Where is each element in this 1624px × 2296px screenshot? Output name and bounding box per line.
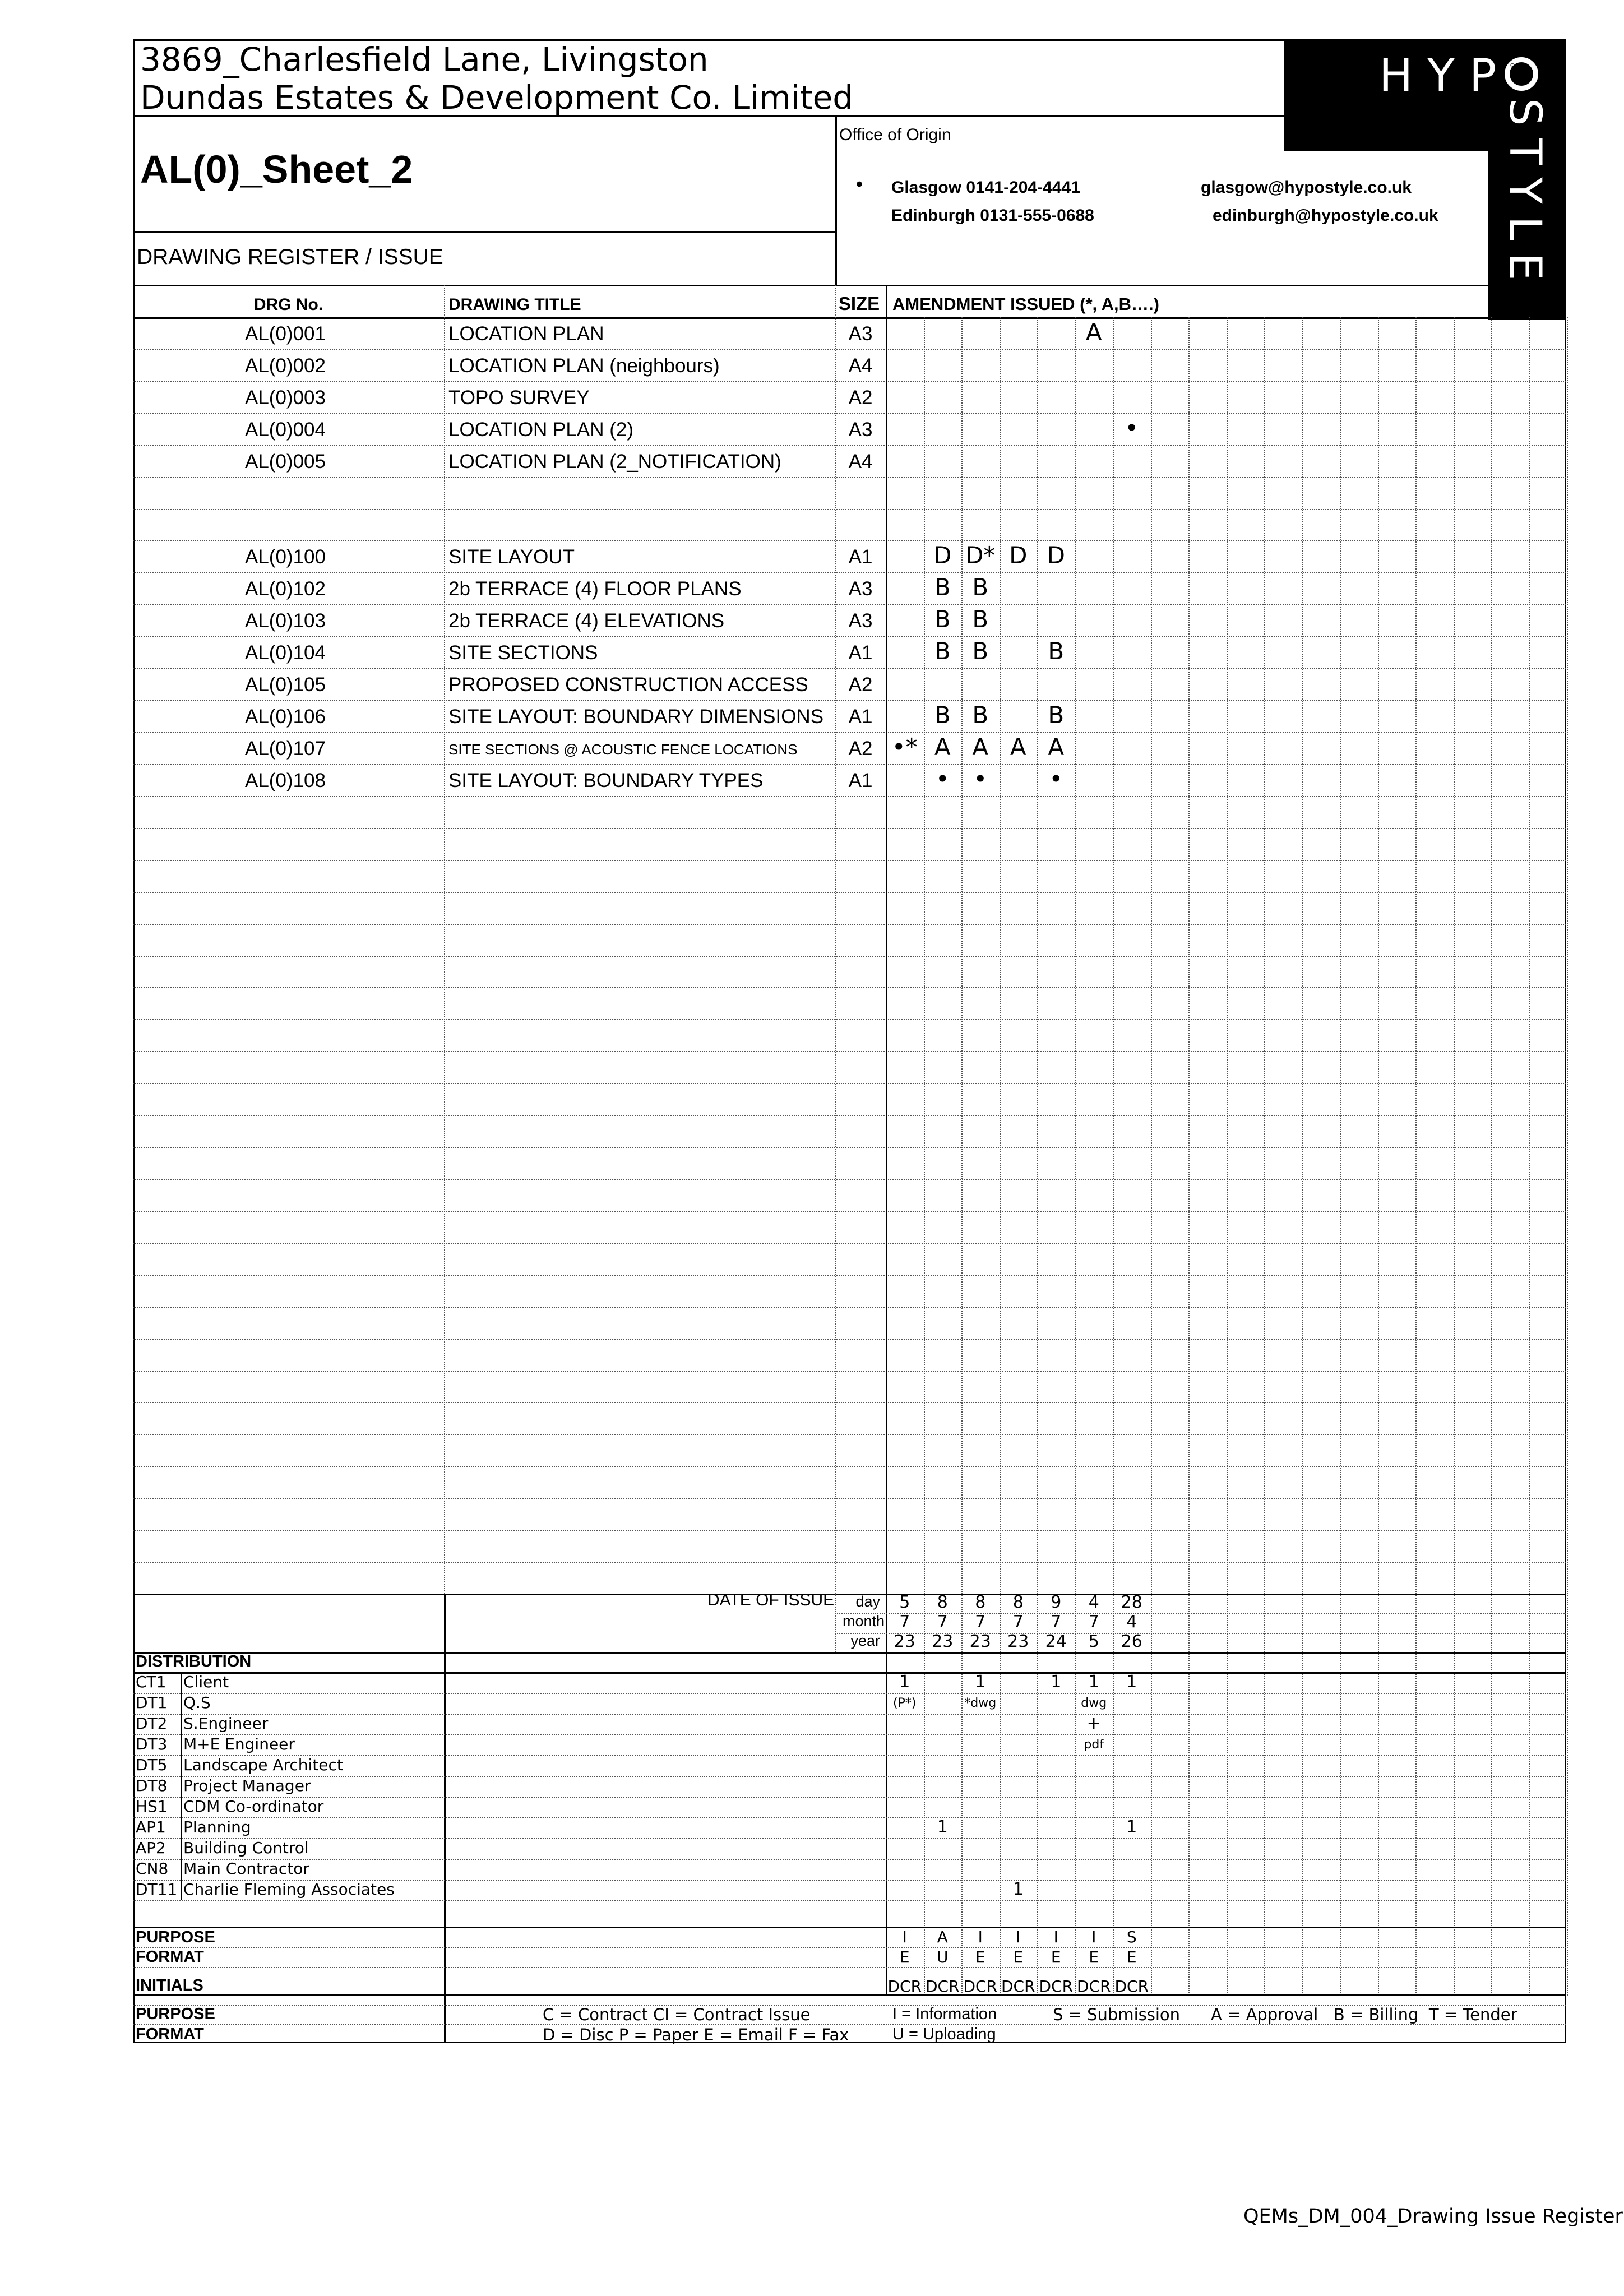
amendment-mark: A [1010,733,1026,761]
column-rule-dotted [1264,317,1265,1996]
rule-dotted [133,604,1566,605]
legend-submission: S = Submission [1053,2005,1181,2024]
distribution-code: DT2 [136,1714,168,1733]
issue-purpose: I [978,1928,983,1946]
edinburgh-email[interactable]: edinburgh@hypostyle.co.uk [1213,206,1438,225]
rule-dotted [133,892,1566,893]
project-address: 3869_Charlesfield Lane, Livingston [140,40,709,78]
issue-format: U [937,1948,949,1966]
issue-initials: DCR [1076,1977,1111,1996]
issue-date-day: 5 [899,1593,910,1612]
distribution-mark: 1 [1088,1672,1099,1692]
logo-text-side [1500,98,1550,300]
rule-dotted [133,987,1566,988]
rule-dotted [133,828,1566,829]
distribution-code: CT1 [136,1673,166,1691]
issue-format: E [1089,1948,1099,1966]
rule-dotted [133,1339,1566,1340]
distribution-recipient: Client [183,1673,229,1691]
issue-initials: DCR [925,1977,960,1996]
legend-format-label: FORMAT [136,2025,204,2043]
purpose-label: PURPOSE [136,1928,215,1946]
drawing-title: 2b TERRACE (4) ELEVATIONS [448,610,725,632]
rule-dotted [133,1734,1566,1735]
amendment-mark: D [1009,541,1028,570]
issue-date-day: 8 [937,1593,948,1612]
issue-format: E [899,1948,910,1966]
distribution-code: DT1 [136,1693,168,1712]
amendment-mark: A [1085,318,1102,346]
drawing-number: AL(0)106 [245,706,326,728]
issue-initials: DCR [1039,1977,1074,1996]
drawing-number: AL(0)002 [245,354,326,377]
amendment-mark: D [933,541,952,570]
drawing-size: A1 [848,706,873,728]
issue-date-day: 9 [1051,1593,1062,1612]
drawing-size: A4 [848,450,873,473]
sheet-title: AL(0)_Sheet_2 [140,147,413,191]
column-rule-dotted [835,285,836,1594]
distribution-mark: 1 [1126,1672,1137,1692]
issue-date-month: 7 [1012,1612,1024,1632]
issue-initials: DCR [887,1977,922,1996]
date-of-issue-label: DATE OF ISSUE [707,1591,835,1609]
legend-purpose-label: PURPOSE [136,2005,215,2023]
issue-date-day: 28 [1121,1593,1142,1612]
drawing-number: AL(0)108 [245,769,326,791]
legend-approval-billing: A = Approval B = Billing T = Tender [1211,2005,1517,2024]
distribution-recipient: Landscape Architect [183,1756,343,1774]
rule-dotted [133,764,1566,765]
distribution-mark: dwg [1081,1696,1107,1710]
rule-dotted [133,1776,1566,1777]
rule-dotted [133,700,1566,701]
rule-dotted [133,1714,1566,1715]
distribution-recipient: CDM Co-ordinator [183,1797,324,1816]
initials-label: INITIALS [136,1976,203,1994]
rule-dotted [133,509,1566,510]
amendment-mark: B [972,573,989,601]
drawing-title: PROPOSED CONSTRUCTION ACCESS [448,674,808,696]
legend-uploading: U = Uploading [892,2025,996,2043]
rule-dotted [133,1947,1566,1948]
glasgow-email[interactable]: glasgow@hypostyle.co.uk [1201,178,1412,197]
issue-date-month: 7 [975,1612,986,1632]
column-rule-dotted [1415,317,1417,1996]
drawing-size: A4 [848,354,873,377]
amendment-mark: B [934,605,951,633]
rule-dotted [133,445,1566,446]
amendment-mark: B [1048,701,1065,729]
legend-format-codes: D = Disc P = Paper E = Email F = Fax [543,2025,849,2044]
col-header-title: DRAWING TITLE [448,295,581,314]
rule-dotted [133,1693,1566,1694]
issue-date-month: 7 [1051,1612,1062,1632]
distribution-mark: 1 [899,1672,910,1692]
rule-dotted [133,732,1566,733]
issue-date-year: 23 [1007,1632,1029,1651]
rule-dotted [133,1402,1566,1403]
distribution-mark: 1 [1051,1672,1062,1692]
rule-dotted [133,924,1566,925]
rule-dotted [133,477,1566,478]
amendment-mark: B [972,605,989,633]
issue-date-month: 4 [1126,1612,1137,1632]
drawing-size: A2 [848,386,873,409]
rule-dotted [133,1115,1566,1116]
distribution-code: DT3 [136,1735,168,1753]
rule-dotted [133,1797,1566,1798]
drawing-number: AL(0)105 [245,674,326,696]
amendment-mark: • [1125,414,1139,442]
col-header-drg-no: DRG No. [253,295,323,314]
amendment-mark: B [934,637,951,665]
rule-dotted [133,540,1566,541]
rule-dotted [133,1755,1566,1756]
issue-date-month: 7 [1088,1612,1099,1632]
amendment-mark: B [934,573,951,601]
drawing-size: A3 [848,578,873,600]
drawing-title: 2b TERRACE (4) FLOOR PLANS [448,578,742,600]
amendment-mark: • [1049,765,1063,793]
format-label: FORMAT [136,1948,204,1966]
amendment-mark: B [1048,637,1065,665]
office-bullet: • [856,174,863,195]
distribution-recipient: M+E Engineer [183,1735,295,1753]
drawing-number: AL(0)004 [245,418,326,441]
distribution-recipient: Main Contractor [183,1859,309,1878]
drawing-title: LOCATION PLAN (neighbours) [448,354,720,377]
rule-dotted [133,1083,1566,1084]
drawing-size: A1 [848,546,873,568]
drawing-number: AL(0)104 [245,642,326,664]
drawing-number: AL(0)003 [245,386,326,409]
distribution-label: DISTRIBUTION [136,1652,252,1670]
issue-purpose: S [1126,1928,1137,1946]
rule-dotted [133,1900,1566,1901]
distribution-code: AP2 [136,1839,166,1857]
distribution-recipient: Q.S [183,1693,211,1712]
rule-dotted [133,1434,1566,1435]
edinburgh-phone: Edinburgh 0131-555-0688 [891,206,1094,225]
rule-dotted [133,1498,1566,1499]
drawing-title: SITE LAYOUT: BOUNDARY DIMENSIONS [448,706,824,728]
column-rule-dotted [1340,317,1341,1996]
distribution-recipient: S.Engineer [183,1714,269,1733]
logo-text-top: HYP [1379,49,1511,101]
rule-dotted [133,1967,1566,1968]
drawing-title: LOCATION PLAN (2_NOTIFICATION) [448,450,781,473]
column-rule-solid [444,1594,446,2043]
rule-dotted [133,668,1566,669]
issue-format: E [1126,1948,1137,1966]
rule-solid [133,1652,1566,1654]
drawing-number: AL(0)103 [245,610,326,632]
drawing-title: LOCATION PLAN [448,323,604,345]
drawing-title: SITE LAYOUT: BOUNDARY TYPES [448,769,764,791]
distribution-mark: 1 [975,1672,986,1692]
column-rule-dotted [1378,317,1379,1996]
issue-initials: DCR [1114,1977,1149,1996]
distribution-code: CN8 [136,1859,169,1878]
drawing-size: A2 [848,738,873,760]
issue-format: E [1013,1948,1024,1966]
drawing-number: AL(0)107 [245,738,326,760]
issue-date-year: 5 [1088,1632,1099,1651]
amendment-mark: D* [965,541,996,570]
column-rule-dotted [1491,317,1492,1996]
issue-format: E [1051,1948,1061,1966]
amendment-mark: •* [891,733,918,761]
rule-dotted [133,413,1566,414]
amendment-mark: B [972,637,989,665]
distribution-recipient: Building Control [183,1839,309,1857]
day-label: day [855,1593,880,1610]
col-header-size: SIZE [838,293,880,314]
amendment-mark: D [1047,541,1065,570]
rule-dotted [133,1147,1566,1148]
rule-dotted [133,1817,1566,1818]
drawing-title: SITE LAYOUT [448,546,575,568]
issue-date-day: 4 [1088,1593,1099,1612]
column-rule-dotted [1529,317,1530,1996]
rule-dotted [133,1243,1566,1244]
rule-dotted [133,1530,1566,1531]
rule-dotted [133,1859,1566,1860]
rule-dotted [133,1179,1566,1180]
month-label: month [842,1613,885,1630]
rule-solid [133,1927,1566,1928]
drawing-size: A3 [848,418,873,441]
legend-purpose-codes: C = Contract CI = Contract Issue [543,2005,811,2024]
drawing-title: TOPO SURVEY [448,386,590,409]
drawing-size: A3 [848,610,873,632]
column-rule-dotted [1188,317,1190,1996]
rule-dotted [133,1019,1566,1020]
issue-date-year: 23 [894,1632,915,1651]
drawing-number: AL(0)100 [245,546,326,568]
rule-dotted [133,381,1566,382]
drawing-size: A3 [848,323,873,345]
distribution-mark: 1 [1012,1880,1024,1899]
issue-date-month: 7 [899,1612,910,1632]
rule-dotted [133,1051,1566,1052]
col-header-amend: AMENDMENT ISSUED (*, A,B….) [892,294,1159,314]
drawing-size: A1 [848,642,873,664]
rule-dotted [133,1275,1566,1276]
rule-dotted [133,1838,1566,1839]
distribution-code: DT11 [136,1880,178,1899]
glasgow-phone: Glasgow 0141-204-4441 [891,178,1080,197]
distribution-mark: pdf [1084,1738,1104,1752]
column-rule-solid [181,1672,182,1900]
issue-purpose: I [1053,1928,1058,1946]
distribution-code: DT8 [136,1776,168,1795]
column-rule-dotted [1454,317,1455,1996]
distribution-mark: + [1086,1714,1101,1733]
amendment-mark: • [973,765,988,793]
column-rule-dotted [1151,317,1152,1996]
issue-purpose: I [1016,1928,1021,1946]
logo-side-letters: STYLE [1500,98,1550,293]
rule-dotted [133,956,1566,957]
issue-date-month: 7 [937,1612,948,1632]
amendment-mark: A [934,733,951,761]
year-label: year [850,1632,880,1649]
drawing-title: LOCATION PLAN (2) [448,418,633,441]
rule-dotted [133,572,1566,573]
rule-dotted [133,636,1566,637]
amendment-mark: A [1048,733,1065,761]
drawing-number: AL(0)001 [245,323,326,345]
document-reference: QEMs_DM_004_Drawing Issue Register [1243,2205,1623,2228]
logo-circle-letter: O [1510,63,1515,69]
column-rule-dotted [1113,317,1114,1996]
issue-date-year: 24 [1045,1632,1067,1651]
drawing-title: SITE SECTIONS [448,642,598,664]
issue-purpose: I [902,1928,907,1946]
rule-dotted [133,1307,1566,1308]
legend-information: I = Information [892,2005,997,2023]
issue-initials: DCR [1001,1977,1035,1996]
drawing-size: A2 [848,674,873,696]
distribution-recipient: Charlie Fleming Associates [183,1880,395,1899]
distribution-code: HS1 [136,1797,168,1816]
column-rule-dotted [1567,317,1568,1996]
column-rule-dotted [1302,317,1303,1996]
amendment-mark: A [972,733,989,761]
rule-solid [133,1672,1566,1674]
distribution-code: AP1 [136,1818,166,1836]
drawing-title: SITE SECTIONS @ ACOUSTIC FENCE LOCATIONS [448,741,798,758]
issue-purpose: A [937,1928,948,1946]
logo-circle-icon [1505,57,1538,91]
amendment-mark: B [972,701,989,729]
distribution-code: DT5 [136,1756,168,1774]
amendment-mark: B [934,701,951,729]
issue-format: E [975,1948,985,1966]
rule-dotted [133,1371,1566,1372]
amendment-mark: • [935,765,950,793]
register-label: DRAWING REGISTER / ISSUE [137,245,443,269]
office-of-origin-label: Office of Origin [839,126,951,144]
rule-dotted [133,860,1566,861]
issue-date-year: 23 [932,1632,954,1651]
distribution-recipient: Project Manager [183,1776,311,1795]
column-rule-solid [886,285,887,1996]
rule-dotted [133,349,1566,350]
issue-date-year: 26 [1121,1632,1142,1651]
issue-date-year: 23 [969,1632,991,1651]
issue-date-day: 8 [975,1593,986,1612]
distribution-mark: 1 [937,1817,948,1837]
rule-dotted [133,796,1566,797]
drawing-size: A1 [848,769,873,791]
column-rule-dotted [444,285,445,1594]
distribution-mark: 1 [1126,1817,1137,1837]
client-name: Dundas Estates & Development Co. Limited [140,78,854,117]
distribution-recipient: Planning [183,1818,251,1836]
issue-initials: DCR [963,1977,998,1996]
drawing-number: AL(0)005 [245,450,326,473]
drawing-number: AL(0)102 [245,578,326,600]
distribution-mark: (P*) [893,1696,917,1710]
rule-dotted [133,1562,1566,1563]
distribution-mark: *dwg [964,1696,997,1710]
issue-purpose: I [1091,1928,1096,1946]
issue-date-day: 8 [1012,1593,1024,1612]
rule-dotted [133,1211,1566,1212]
rule-dotted [133,1466,1566,1467]
rule-solid [133,1994,1566,1996]
column-rule-dotted [1227,317,1228,1996]
